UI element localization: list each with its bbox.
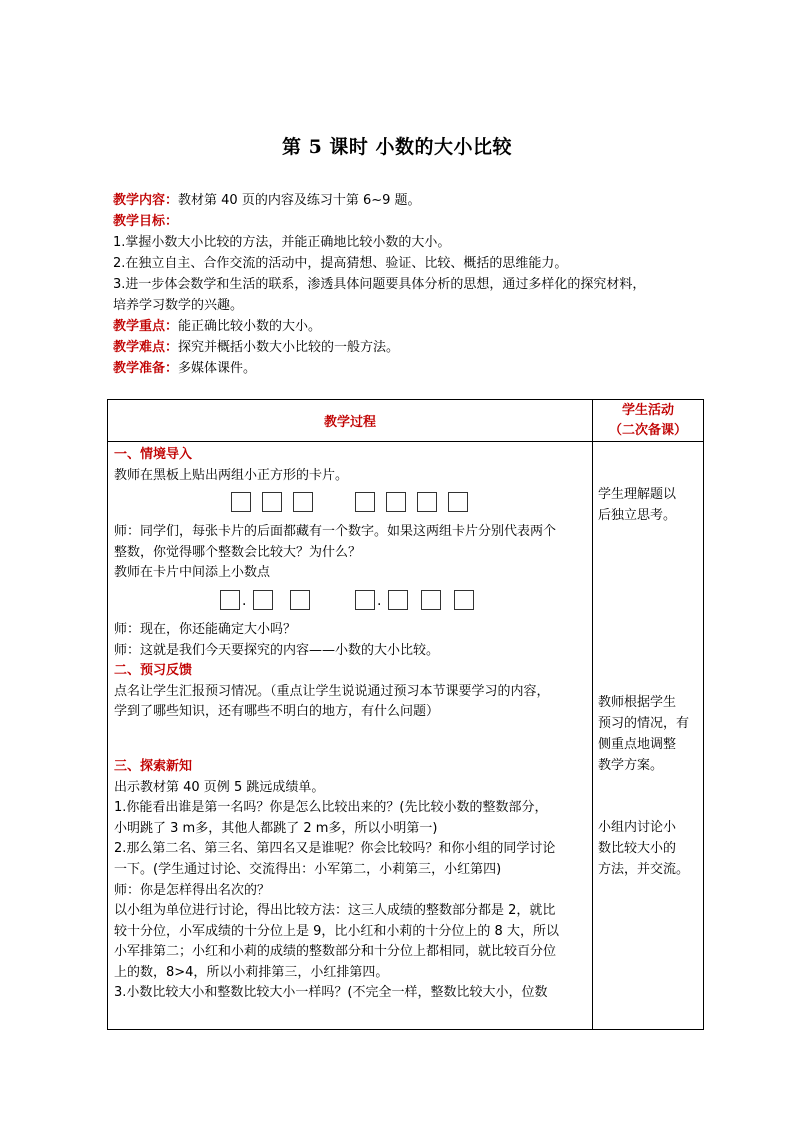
prep-text: 多媒体课件。 <box>178 361 257 376</box>
header-side-line2: （二次备课） <box>608 422 687 438</box>
side-note-2 <box>598 692 698 776</box>
card-square <box>355 492 375 512</box>
section-2-line: 点名让学生汇报预习情况。（重点让学生说说通过预习本节课要学习的内容， <box>114 683 550 699</box>
side-note-line: 学生理解题以 <box>598 487 677 502</box>
section-3-line: 2.那么第二名、第三名、第四名又是谁呢？你会比较吗？和你小组的同学讨论 <box>114 841 556 857</box>
card-square <box>421 590 441 610</box>
card-square <box>220 590 240 610</box>
section-3-line: 一下。(学生通过讨论、交流得出：小军第二，小莉第三，小红第四) <box>114 861 502 877</box>
section-1-line: 教师在黑板上贴出两组小正方形的卡片。 <box>114 467 349 483</box>
section-1-line: 师：现在，你还能确定大小吗？ <box>114 621 297 637</box>
section-3-line: 上的数，8>4，所以小莉排第三，小红排第四。 <box>114 964 389 980</box>
goal-3b: 培养学习数学的兴趣。 <box>113 298 244 313</box>
key-text: 能正确比较小数的大小。 <box>178 319 322 334</box>
side-note-line: 小组内讨论小 <box>598 820 677 835</box>
goal-2: 2.在独立自主、合作交流的活动中，提高猜想、验证、比较、概括的思维能力。 <box>113 256 568 271</box>
side-note-1 <box>598 484 698 526</box>
spacer <box>114 723 586 757</box>
difficulty-label: 教学难点： <box>113 340 179 355</box>
side-note-line: 教学方案。 <box>598 758 664 773</box>
goals-label: 教学目标： <box>113 214 179 229</box>
section-1-line: 整数，你觉得哪个整数会比较大？为什么？ <box>114 544 362 560</box>
section-3-title: 三、探索新知 <box>114 758 193 774</box>
section-1-line: 教师在卡片中间添上小数点 <box>114 565 271 581</box>
section-3-line: 师：你是怎样得出名次的？ <box>114 882 271 898</box>
card-square <box>253 590 273 610</box>
decimal-point: . <box>377 592 382 609</box>
section-2-line: 学到了哪些知识，还有哪些不明白的地方，有什么问题） <box>114 704 440 720</box>
card-group-row-2 <box>114 584 586 620</box>
decimal-point: . <box>242 592 247 609</box>
section-1-line: 师：这就是我们今天要探究的内容——小数的大小比较。 <box>114 642 440 658</box>
section-3-line: 小明跳了 3 m多，其他人都跳了 2 m多，所以小明第一) <box>114 820 438 836</box>
difficulty-text: 探究并概括小数大小比较的一般方法。 <box>178 340 400 355</box>
section-3-line: 3.小数比较大小和整数比较大小一样吗？(不完全一样，整数比较大小，位数 <box>114 985 548 1001</box>
card-square <box>388 590 408 610</box>
card-square <box>231 492 251 512</box>
card-square <box>290 590 310 610</box>
side-note-line: 教师根据学生 <box>598 695 677 710</box>
card-square <box>417 492 437 512</box>
side-note-line: 数比较大小的 <box>598 841 677 856</box>
side-note-line: 预习的情况，有 <box>598 716 690 731</box>
goal-1: 1.掌握小数大小比较的方法，并能正确地比较小数的大小。 <box>113 235 451 250</box>
card-square <box>448 492 468 512</box>
section-3-line: 以小组为单位进行讨论，得出比较方法：这三人成绩的整数部分都是 2，就比 <box>114 903 556 919</box>
card-square <box>386 492 406 512</box>
header-side-line1: 学生活动 <box>621 402 674 418</box>
card-square <box>262 492 282 512</box>
card-square <box>293 492 313 512</box>
content-label: 教学内容： <box>113 193 179 208</box>
goal-3a: 3.进一步体会数学和生活的联系，渗透具体问题要具体分析的思想，通过多样化的探究材料， <box>113 277 646 292</box>
page-title: 第 5 课时 小数的大小比较 <box>281 136 513 158</box>
card-square <box>355 590 375 610</box>
section-1-title: 一、情境导入 <box>114 447 193 462</box>
section-2-title: 二、预习反馈 <box>114 663 193 679</box>
card-square <box>454 590 474 610</box>
key-label: 教学重点： <box>113 319 179 334</box>
section-1-line: 师：同学们，每张卡片的后面都藏有一个数字。如果这两组卡片分别代表两个 <box>114 524 557 540</box>
side-note-line: 侧重点地调整 <box>598 737 677 752</box>
side-note-3 <box>598 817 698 880</box>
content-text: 教材第 40 页的内容及练习十第 6~9 题。 <box>178 193 421 208</box>
section-3-line: 出示教材第 40 页例 5 跳远成绩单。 <box>114 779 325 795</box>
side-note-line: 后独立思考。 <box>598 508 677 523</box>
header-student-activity <box>593 400 704 442</box>
lesson-info <box>113 190 703 379</box>
section-3-line: 较十分位，小军成绩的十分位上是 9，比小红和小莉的十分位上的 8 大，所以 <box>114 923 559 939</box>
section-3-line: 小军排第二；小红和小莉的成绩的整数部分和十分位上都相同，就比较百分位 <box>114 944 557 960</box>
header-teaching-process: 教学过程 <box>108 400 593 442</box>
prep-label: 教学准备： <box>113 361 179 376</box>
side-note-line: 方法，并交流。 <box>598 862 690 877</box>
section-3-line: 1.你能看出谁是第一名吗？你是怎么比较出来的？(先比较小数的整数部分， <box>114 800 548 816</box>
teaching-process-cell <box>108 442 593 1030</box>
card-group-row-1 <box>114 486 586 522</box>
